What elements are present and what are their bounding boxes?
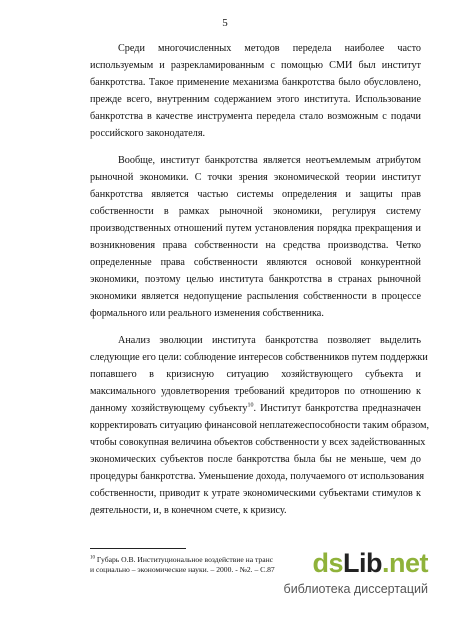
text-line: Анализ эволюции института банкротства позволяет выделить <box>118 334 421 346</box>
text-line: деятельности, и, в конечном счете, к кризису. <box>90 505 287 517</box>
paragraph <box>90 152 421 323</box>
text-line: российского законодателя. <box>90 128 206 140</box>
text-line: экономики является недопущение распыления собственности в процессе <box>90 291 421 303</box>
text-line: Среди многочисленных методов передела наиболее часто <box>118 43 421 54</box>
text-line: экономических субъектов после банкротства была бы не меньше, чем до <box>90 454 421 466</box>
text-line: процедуры банкротства. Уменьшение дохода, получаемого от использования <box>90 471 425 483</box>
text-line: Вообще, институт банкротства является неотъемлемым атрибутом <box>118 154 421 166</box>
text-line: собственности, приводит к утрате экономическими субъектами стимулов к <box>90 488 421 500</box>
watermark-logo: dsLib.net <box>312 548 428 578</box>
footnote-line: и социально – экономические науки. – 2000. - №2. – С.87 <box>90 565 275 574</box>
body-text <box>90 40 430 529</box>
watermark <box>258 548 428 606</box>
paragraph <box>90 40 421 143</box>
text-line: собственности в рамках рыночной экономики, регулируя систему <box>90 205 421 217</box>
paragraph <box>90 332 430 520</box>
text-line: банкротства является частью системы определения и защиты прав <box>90 188 421 200</box>
footnote-divider <box>90 548 186 549</box>
text-line: производственных отношений путем установления порядка прекращения и <box>90 222 421 234</box>
text-line: рыночной экономики. С точки зрения экономической теории институт <box>90 171 421 183</box>
text-line: чтобы совокупная величина объектов собственности у всех задействованных <box>90 437 426 449</box>
text-line: экономики, поэтому целью института банкротства в странах рыночной <box>90 274 421 286</box>
text-line: банкротства в качестве инструмента передела стало возможным с подачи <box>90 111 421 123</box>
footnote-text: Губарь О.В. Институциональное воздействие на транс <box>96 555 274 564</box>
text-line: максимального удовлетворения требований кредиторов по отношению к <box>90 385 421 397</box>
text-line: формального или реального изменения собственника. <box>90 308 324 320</box>
watermark-subtitle: библиотека диссертаций <box>283 582 428 596</box>
text-line: возникновения права собственности на средства производства. Четко <box>90 240 421 252</box>
text-line: корректировать ситуацию финансовой неплатежеспособности таким образом, <box>90 419 430 431</box>
text-line: банкротства. Такое применение механизма банкротства было обусловлено, <box>90 77 421 89</box>
footnote-ref[interactable]: 10 <box>247 402 254 409</box>
text-line: используемым и разрекламированным с помощью СМИ был институт <box>90 60 421 72</box>
text-segment: данному хозяйствующему субъекту <box>90 402 248 414</box>
text-segment: . Институт банкротства предназначен <box>253 402 421 414</box>
text-line: прежде всего, внутренним содержанием этого института. Использование <box>90 94 421 106</box>
text-line-with-footnote <box>90 400 421 417</box>
text-line: следующие его цели: соблюдение интересов собственников путем поддержки <box>90 351 428 363</box>
footnote-number: 10 <box>90 555 95 561</box>
text-line: определенные права собственности являются основой конкурентной <box>90 257 421 269</box>
page-number: 5 <box>222 17 228 29</box>
text-line: попавшего в кризисную ситуацию хозяйствующего субъекта и <box>90 368 421 380</box>
